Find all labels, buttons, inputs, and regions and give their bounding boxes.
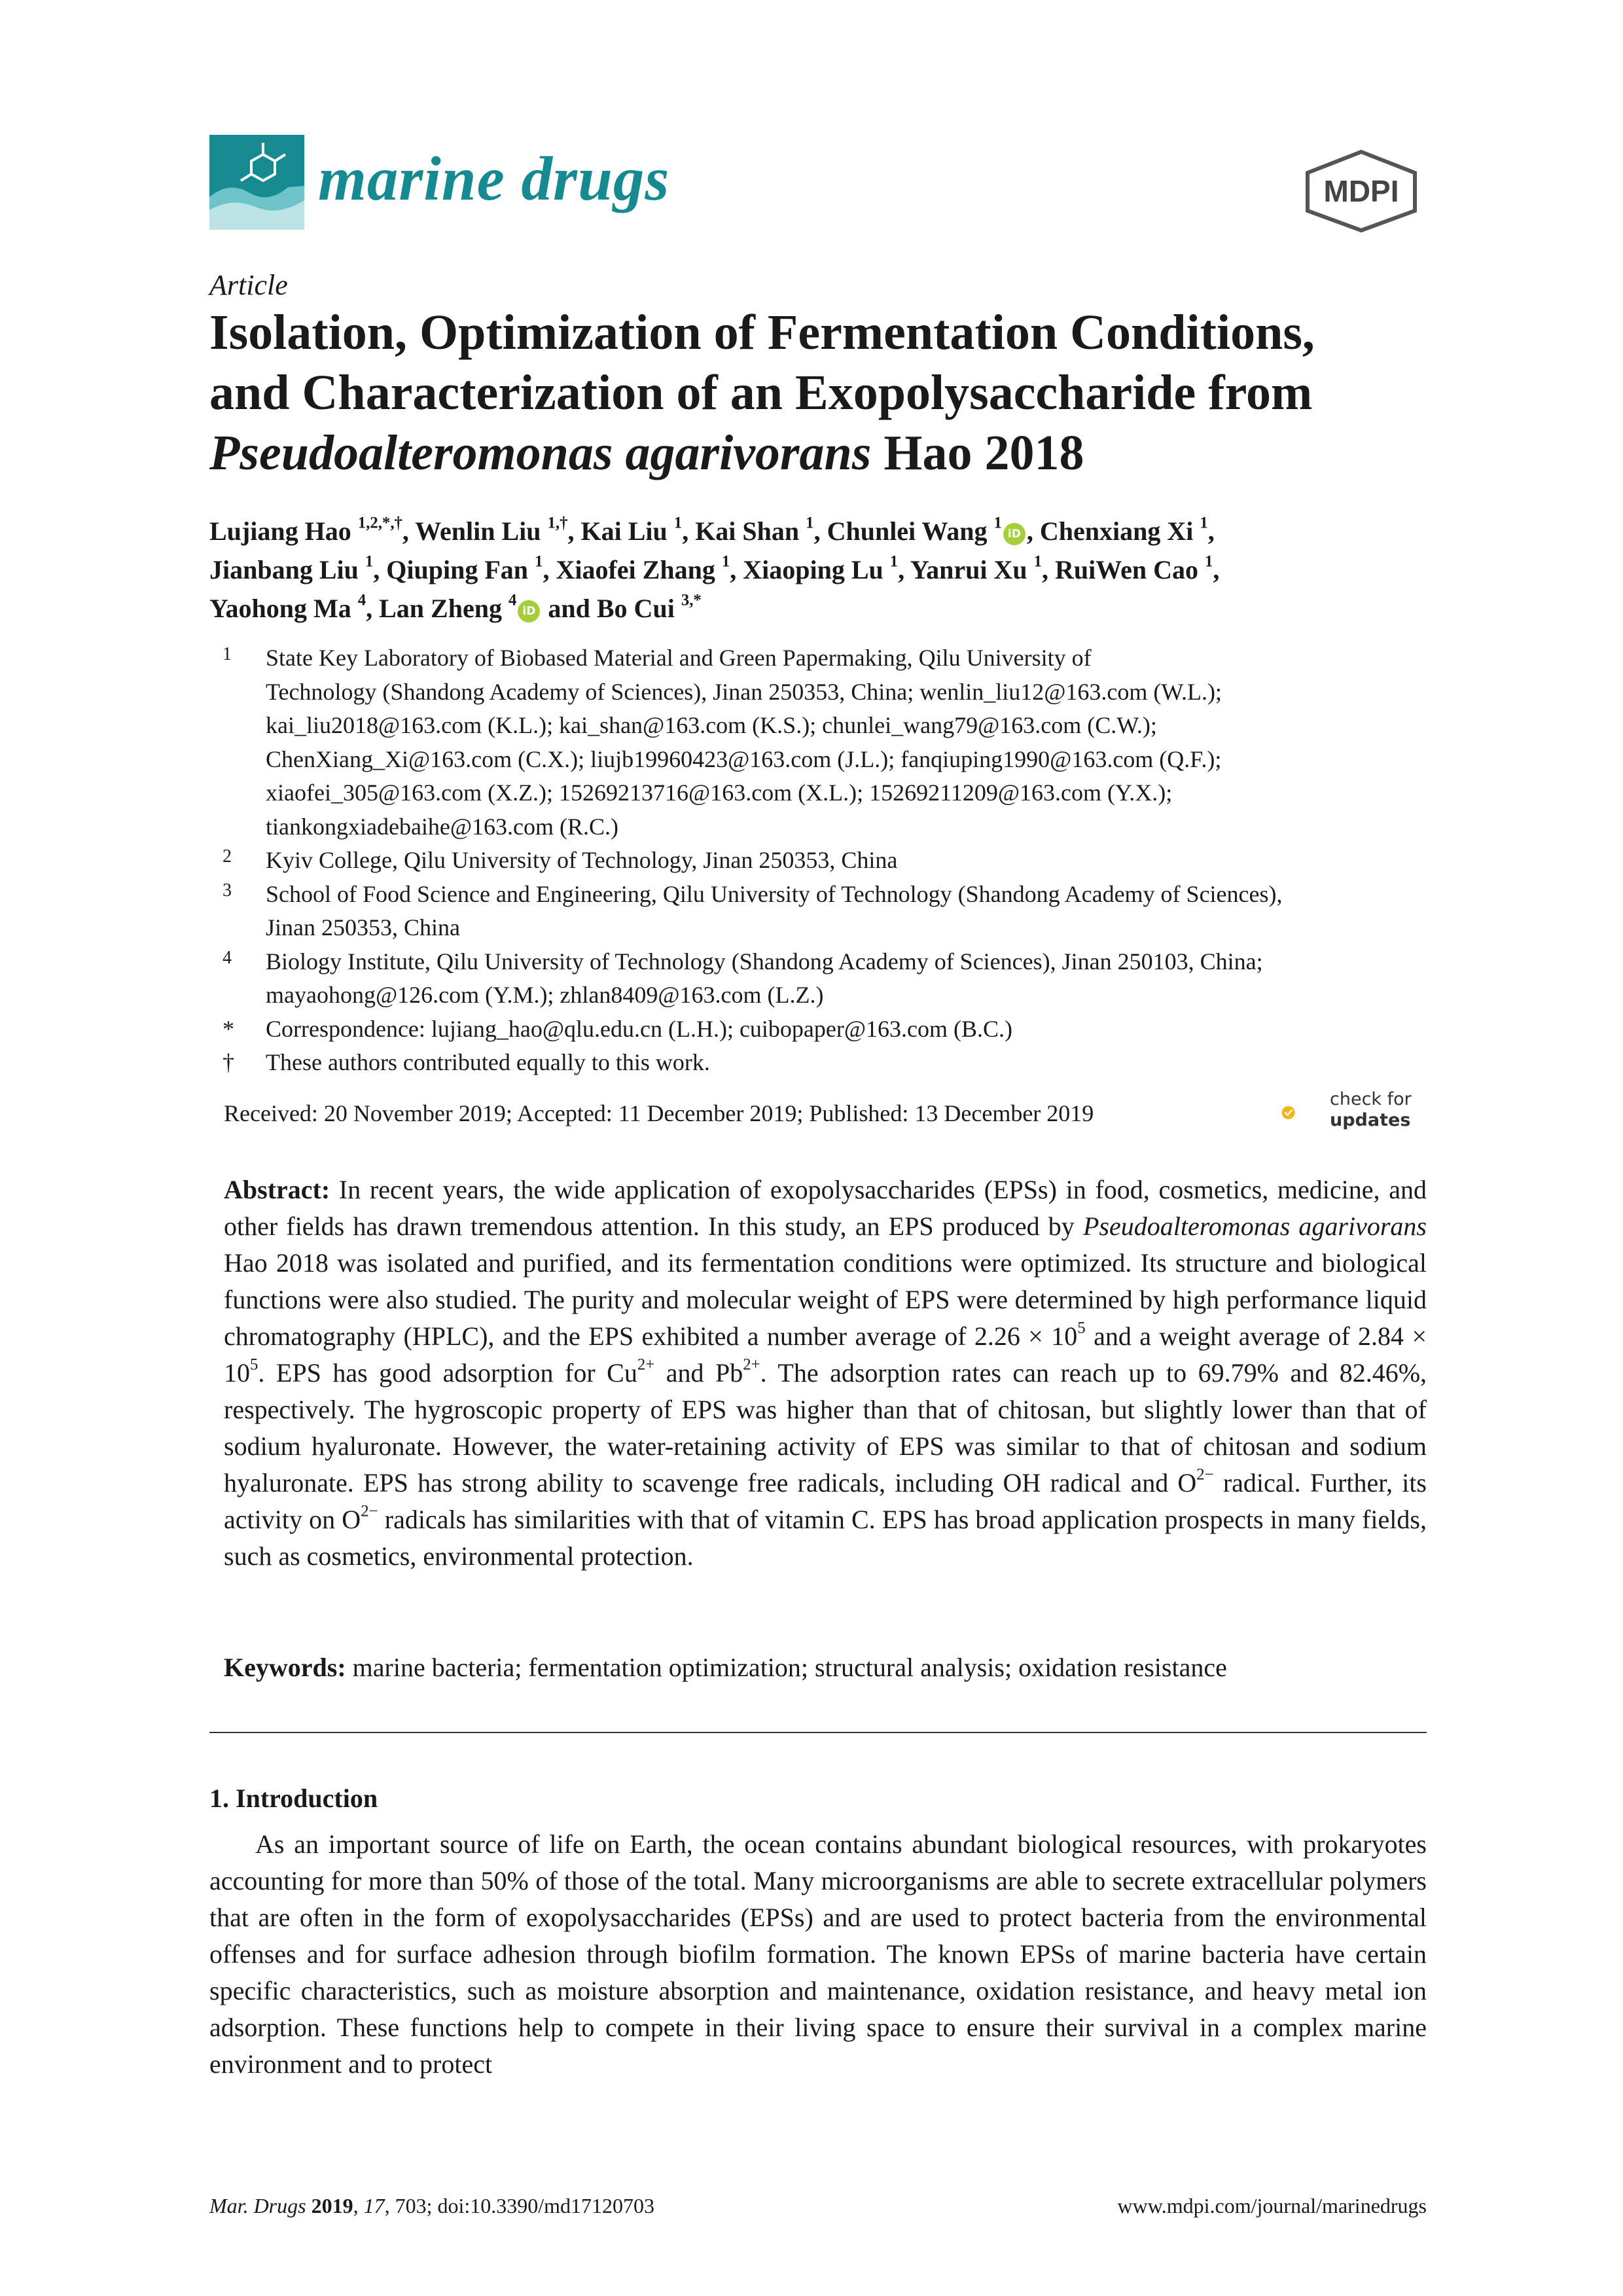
author-affiliation-mark: 1 — [889, 552, 899, 571]
keywords-label: Keywords: — [224, 1653, 346, 1682]
correspondence-item — [223, 1013, 1440, 1047]
affiliation-line: These authors contributed equally to this work. — [266, 1049, 710, 1075]
affiliation-item — [223, 844, 1440, 878]
affiliation-line: tiankongxiadebaihe@163.com (R.C.) — [266, 813, 619, 840]
title-line-1: Isolation, Optimization of Fermentation Conditions, — [209, 305, 1315, 360]
abstract — [224, 1172, 1427, 1575]
section-divider — [209, 1732, 1427, 1733]
abstract-superscript: 5 — [250, 1355, 259, 1374]
title-species: Pseudoalteromonas agarivorans — [209, 425, 872, 480]
author-name[interactable]: Chunlei Wang — [827, 516, 988, 546]
author-affiliation-mark: 1,2,*,† — [357, 514, 402, 532]
abstract-superscript: 2+ — [743, 1355, 760, 1374]
author-name[interactable]: Chenxiang Xi — [1039, 516, 1194, 546]
affiliation-line: Technology (Shandong Academy of Sciences), Jinan 250353, China; wenlin_liu12@163.com (W.L.); — [266, 678, 1222, 705]
journal-logo — [209, 135, 304, 230]
check-updates-line-1: check for — [1330, 1089, 1412, 1109]
affiliation-line: ChenXiang_Xi@163.com (C.X.); liujb19960423@163.com (J.L.); fanqiuping1990@163.com (Q.F.); — [266, 745, 1222, 772]
author-name[interactable]: Kai Liu — [580, 516, 668, 546]
affiliation-item — [223, 641, 1440, 844]
abstract-superscript: 5 — [1077, 1319, 1086, 1337]
author-affiliation-mark: 1 — [1200, 514, 1208, 532]
abstract-species: Pseudoalteromonas agarivorans — [1082, 1211, 1427, 1241]
abstract-superscript: 2− — [361, 1502, 378, 1520]
abstract-text: Hao 2018 was isolated and purified, and its fermentation conditions were optimized. Its structure and biological functions were also studied. The purity and molecular weight of EPS were determined by high performance liquid chromatography (HPLC), and the EPS exhibited a number average of 2.26 × 10 — [224, 1248, 1427, 1351]
affiliation-item — [223, 878, 1440, 945]
abstract-text: radicals has similarities with that of vitamin C. EPS has broad application prospects in many fields, such as cosmetics, environmental protection. — [224, 1505, 1427, 1571]
article-type: Article — [209, 269, 288, 301]
journal-name: marine drugs — [318, 144, 670, 213]
mdpi-logo — [1300, 148, 1423, 234]
author-affiliation-mark: 1 — [673, 514, 683, 532]
affiliation-list — [223, 641, 1440, 1080]
affiliation-number: 3 — [223, 880, 232, 901]
intro-paragraph — [209, 1826, 1427, 2083]
intro-text: As an important source of life on Earth, the ocean contains abundant biological resources, with prokaryotes accounting for more than 50% of those of the total. Many microorganisms are able to secrete extracellular polymers that are often in the form of exopolysaccharides (EPSs) and are used to protect bacteria from the environmental offenses and for surface adhesion through biofilm formation. The known EPSs of marine bacteria have certain specific characteristics, such as moisture absorption and maintenance, oxidation resistance, and heavy metal ion adsorption. These functions help to compete in their living space to ensure their survival in a complex marine environment and to protect — [209, 1829, 1427, 2079]
orcid-icon[interactable]: iD — [518, 600, 540, 622]
orcid-icon[interactable]: iD — [1003, 523, 1026, 545]
affiliation-number: 4 — [223, 947, 232, 968]
author-connector: and — [548, 594, 590, 623]
abstract-text: and Pb — [654, 1358, 743, 1388]
author-affiliation-mark: 1 — [806, 514, 814, 532]
title-line-2: and Characterization of an Exopolysaccharide from — [209, 365, 1313, 420]
author-name[interactable]: Yaohong Ma — [209, 594, 351, 623]
equal-contribution-item — [223, 1046, 1440, 1080]
abstract-superscript: 2− — [1196, 1465, 1214, 1484]
check-for-updates-button[interactable] — [1330, 1089, 1412, 1131]
author-name[interactable]: Xiaofei Zhang — [556, 555, 715, 584]
publisher-name: MDPI — [1323, 174, 1399, 208]
affiliation-line: kai_liu2018@163.com (K.L.); kai_shan@163.com (K.S.); chunlei_wang79@163.com (C.W.); — [266, 712, 1157, 738]
footer-doi: , 703; doi:10.3390/md17120703 — [384, 2194, 655, 2217]
author-affiliation-mark: 4 — [357, 591, 366, 609]
affiliation-line: School of Food Science and Engineering, Qilu University of Technology (Shandong Academy of Sciences), — [266, 880, 1283, 907]
check-for-updates-icon[interactable] — [1281, 1086, 1327, 1139]
article-title — [209, 302, 1453, 483]
affiliation-number: 2 — [223, 846, 232, 867]
keywords — [224, 1649, 1427, 1686]
footer-url[interactable]: www.mdpi.com/journal/marinedrugs — [1117, 2194, 1427, 2217]
footer-journal: Mar. Drugs — [209, 2194, 306, 2217]
author-affiliation-mark: 3,* — [681, 591, 702, 609]
author-name[interactable]: Lujiang Hao — [209, 516, 351, 546]
author-affiliation-mark: 1 — [365, 552, 374, 571]
author-name[interactable]: Wenlin Liu — [415, 516, 541, 546]
author-list: Lujiang Hao $^{1,2,*,\dagger}$, Wenlin Liu $^{1,\dagger}$, Kai Liu $^1$, Kai Shan $^1$, Chunlei Wang $^1$iD , Chenxiang Xi $^1$, Jianbang Liu $^1$, Qiuping Fan $^1$, Xiaofei Zhang $^1$, Xiaoping Lu $^1$, Yanrui Xu $^1$, RuiWen Cao $^1$, Yaohong Ma $^4$, Lan Zheng $^4$iD and Bo Cui $^{3,*}$ — [209, 514, 1220, 623]
title-line-3 — [209, 423, 1453, 483]
author-name[interactable]: RuiWen Cao — [1055, 555, 1198, 584]
footer-volume: 17 — [363, 2194, 385, 2217]
author-affiliation-mark: 1 — [993, 514, 1002, 532]
section-heading: 1. Introduction — [209, 1784, 378, 1813]
affiliation-line: State Key Laboratory of Biobased Material and Green Papermaking, Qilu University of — [266, 645, 1092, 671]
keywords-text: marine bacteria; fermentation optimization; structural analysis; oxidation resistance — [346, 1653, 1227, 1682]
abstract-text: . The adsorption rates can reach up to 69.79% and 82.46%, respectively. The hygroscopic property of EPS was higher than that of chitosan, but slightly lower than that of sodium hyaluronate. However, the water-retaining activity of EPS was similar to that of chitosan and sodium hyaluronate. EPS has strong ability to scavenge free radicals, including OH radical and O — [224, 1358, 1427, 1498]
author-name[interactable]: Yanrui Xu — [910, 555, 1027, 584]
footer-citation: Mar. Drugs 2019, 17, 703; doi:10.3390/md17120703 — [209, 2194, 655, 2217]
affiliation-line: Jinan 250353, China — [266, 914, 460, 941]
affiliation-line: xiaofei_305@163.com (X.Z.); 15269213716@163.com (X.L.); 15269211209@163.com (Y.X.); — [266, 780, 1173, 806]
author-affiliation-mark: 4 — [508, 591, 517, 609]
abstract-text: . EPS has good adsorption for Cu — [258, 1358, 637, 1388]
affiliation-line: Correspondence: lujiang_hao@qlu.edu.cn (L.H.); cuibopaper@163.com (B.C.) — [266, 1015, 1013, 1042]
abstract-text: radical. Further, its activity on O — [224, 1468, 1427, 1534]
affiliation-line: Kyiv College, Qilu University of Technology, Jinan 250353, China — [266, 847, 898, 873]
author-affiliation-mark: 1 — [1033, 552, 1043, 571]
affiliation-number: 1 — [223, 644, 232, 664]
author-name[interactable]: Xiaoping Lu — [743, 555, 883, 584]
author-name[interactable]: Bo Cui — [596, 594, 675, 623]
footer-year: 2019 — [311, 2194, 353, 2217]
affiliation-line: Biology Institute, Qilu University of Technology (Shandong Academy of Sciences), Jinan 250103, China; — [266, 948, 1263, 975]
author-name[interactable]: Lan Zheng — [379, 594, 502, 623]
abstract-text: In recent years, the wide application of exopolysaccharides (EPSs) in food, cosmetics, medicine, and other fields has drawn tremendous attention. In this study, an EPS produced by — [224, 1175, 1427, 1241]
abstract-text: and a weight average of 2.84 × 10 — [224, 1321, 1427, 1388]
author-affiliation-mark: 1,† — [547, 514, 568, 532]
author-name[interactable]: Kai Shan — [695, 516, 800, 546]
abstract-label: Abstract: — [224, 1175, 330, 1204]
affiliation-line: mayaohong@126.com (Y.M.); zhlan8409@163.com (L.Z.) — [266, 982, 824, 1008]
author-name[interactable]: Jianbang Liu — [209, 555, 359, 584]
author-affiliation-mark: 1 — [1204, 552, 1213, 571]
abstract-superscript: 2+ — [637, 1355, 655, 1374]
author-name[interactable]: Qiuping Fan — [386, 555, 529, 584]
affiliation-item — [223, 945, 1440, 1013]
affiliation-mark: † — [223, 1049, 234, 1075]
publication-dates: Received: 20 November 2019; Accepted: 11 December 2019; Published: 13 December 2019 — [224, 1100, 1094, 1126]
author-affiliation-mark: 1 — [721, 552, 730, 571]
title-strain: Hao 2018 — [871, 425, 1084, 480]
author-affiliation-mark: 1 — [535, 552, 543, 571]
check-updates-line-2: updates — [1330, 1110, 1411, 1130]
affiliation-mark: * — [223, 1015, 234, 1042]
